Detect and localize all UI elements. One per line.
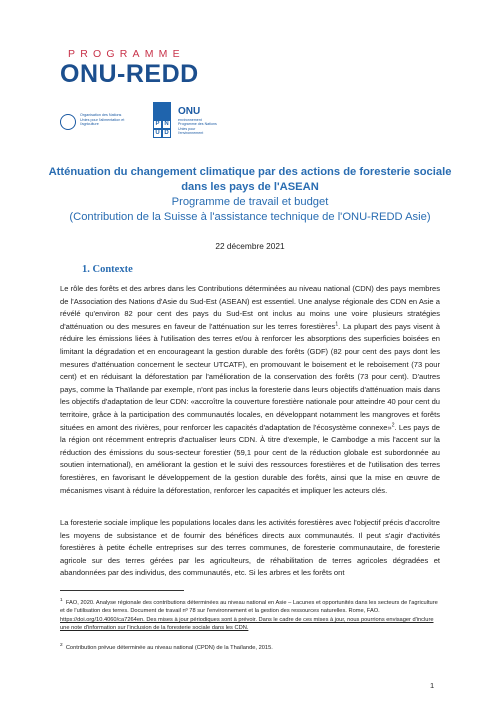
undp-letter: U <box>153 129 162 138</box>
page-number: 1 <box>430 681 435 690</box>
paragraph-1-part-a: Le rôle des forêts et des arbres dans les Contributions déterminées au niveau national (CDN) des pays membres de l'Association des Nations d'Asie du Sud-Est (ASEAN) est essentiel. Une analyse régionale des CDN en Asie a révélé qu'environ 82 pour cent des pays du Sud-Est ont inclus au moins une voire plusieurs stratégies d'atténuation ou des mesures en faveur de l'atténuation sur les terres forestières <box>60 284 440 331</box>
undp-letter: D <box>162 129 171 138</box>
footnote-ref-1[interactable]: 1 <box>335 321 339 328</box>
fao-emblem-icon <box>60 114 76 130</box>
undp-letter: P <box>153 120 162 129</box>
footnote-2 <box>60 642 440 652</box>
undp-logo <box>153 102 171 138</box>
programme-label: PROGRAMME <box>68 48 185 60</box>
title-line-1: Atténuation du changement climatique par des actions de foresterie sociale <box>48 166 452 178</box>
title-line-4: (Contribution de la Suisse à l'assistance technique de l'ONU-REDD Asie) <box>69 211 431 223</box>
fao-name: Organisation des Nations Unies pour l'alimentation et l'agriculture <box>80 113 125 127</box>
footnote-1-text: FAO, 2020. Analyse régionale des contributions déterminées au niveau national en Asie – Lacunes et opportunités dans les secteurs de l'agriculture et de l'utilisation des terres. Document de travail nº 78 sur l'environnement et la gestion des ressources naturelles. Rome, FAO. <box>60 599 438 615</box>
title-line-3: Programme de travail et budget <box>171 196 329 208</box>
undp-letter-grid <box>153 120 171 138</box>
title-line-2: dans les pays de l'ASEAN <box>181 181 319 193</box>
footnote-1 <box>60 597 440 633</box>
undp-letter: N <box>162 120 171 129</box>
footnote-1-number: 1 <box>60 598 63 603</box>
footnote-separator <box>60 590 184 591</box>
footnote-ref-2[interactable]: 2 <box>391 422 395 429</box>
footnote-2-number: 2 <box>60 643 63 648</box>
footnote-1-link[interactable]: https://doi.org/10.4060/ca7264en. Des mises à jour périodiques sont à prévoir. Dans le cadre de ces mises à jour, nous pourrions envisager d'inclure une note d'information sur l'inclusion de la foresterie sociale dans les CDN. <box>60 616 434 632</box>
paragraph-2: La foresterie sociale implique les populations locales dans les activités forestières avec l'objectif précis d'accroître les moyens de subsistance et de fournir des bénéfices directs aux communautés. Il peut s'agir d'activités forestières à petite échelle entreprises sur des terres communes, de foresterie communautaire, de foresterie agricole sur des terres gérées par les agriculteurs, de réhabilitation de terres agricoles dégradées et abandonnées par des individus, des communautés, etc. Si les arbres et les forêts ont <box>60 518 440 578</box>
paragraph-1-part-b: . La plupart des pays visent à réduire les émissions liées à l'utilisation des terres et/ou à renforcer les absorptions des superficies boisées en limitant la dégradation et en encourageant la gestion durable des forêts (GDF) (82 pour cent des pays dont les mesures d'atténuation concernent le secteur UTCATF), en promouvant le boisement et le reboisement (73 pour cent) et en réduisant la déforestation par l'amélioration de la conservation des forêts (73 pour cent). D'autres pays, comme la Thaïlande par exemple, n'ont pas inclus la foresterie dans leurs objectifs d'atténuation mais dans les objectifs d'adaptation de leur CDN: «accroître la couverture forestière nationale pour atteindre 40 pour cent du territoire, grâce à la participation des communautés locales, en développant notamment les mangroves et forêts situées en amont des rivières, pour renforcer les capacités d'adaptation de l'écosystème connexe» <box>60 321 441 432</box>
paragraph-1 <box>60 283 440 497</box>
un-environment-name: environnement Programme des Nations Unies pour l'environnement <box>178 118 217 136</box>
footnote-2-text: Contribution prévue déterminée au niveau national (CPDN) de la Thaïlande, 2015. <box>65 644 273 651</box>
partner-logos <box>60 102 260 140</box>
document-date: 22 décembre 2021 <box>215 241 285 251</box>
paragraph-1-part-c: . Les pays de la région ont récemment entrepris d'actualiser leurs CDN. À titre d'exemple, le Cambodge a mis l'accent sur la réduction des émissions du sous-secteur forestier (59,1 pour cent de la réduction globale est subordonnée au soutien international), en améliorant la gestion et le suivi des ressources forestières et de l'utilisation des terres forestières, en favorisant le développement de la gestion durable des forêts, ainsi que la mise en œuvre de mécanismes visant à réduire la déforestation, renforcer les capacités et impliquer les acteurs clés. <box>60 422 440 495</box>
un-environment-logo: ONU <box>178 106 201 117</box>
onu-redd-logo: ONU-REDD <box>60 60 199 88</box>
section-heading-contexte: 1. Contexte <box>82 264 133 275</box>
